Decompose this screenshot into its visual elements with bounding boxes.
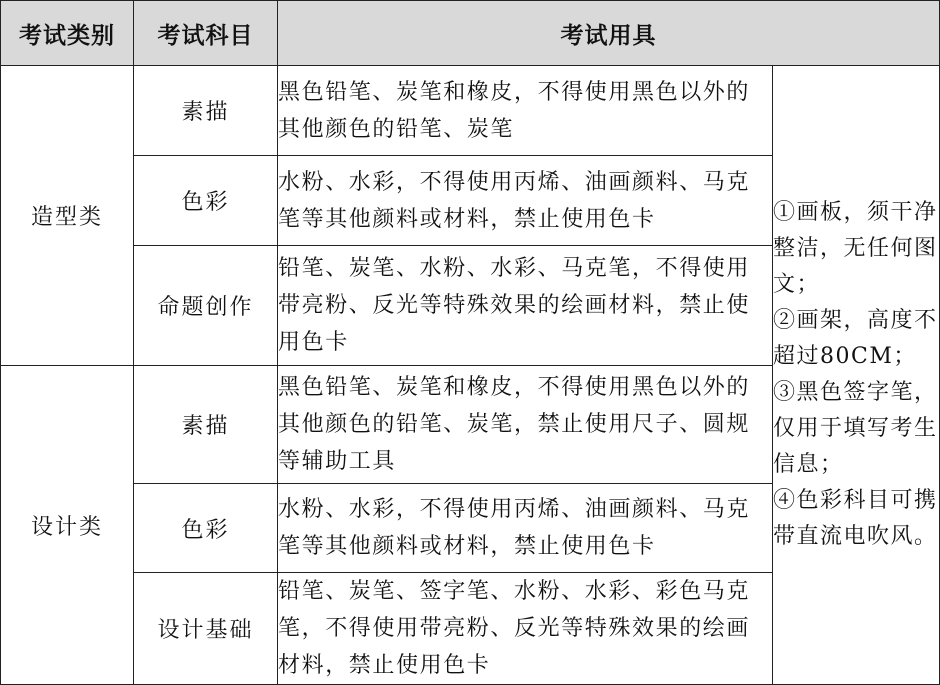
subject-cell: 素描 [134,366,278,484]
subject-cell: 色彩 [134,156,278,246]
note-item: ④色彩科目可携带直流电吹风。 [773,488,938,549]
tools-cell: 黑色铅笔、炭笔和橡皮，不得使用黑色以外的其他颜色的铅笔、炭笔，禁止使用尺子、圆规等辅助工具 [278,366,773,484]
tools-cell: 黑色铅笔、炭笔和橡皮，不得使用黑色以外的其他颜色的铅笔、炭笔 [278,66,773,156]
header-category: 考试类别 [1,1,134,66]
note-item: ①画板，须干净整洁，无任何图文； [773,200,938,297]
tools-cell: 铅笔、炭笔、水粉、水彩、马克笔，不得使用带亮粉、反光等特殊效果的绘画材料，禁止使用色卡 [278,246,773,366]
header-row [1,1,940,66]
note-item: ③黑色签字笔，仅用于填写考生信息； [773,380,938,477]
header-subject: 考试科目 [134,1,278,66]
tools-cell: 铅笔、炭笔、签字笔、水粉、水彩、彩色马克笔，不得使用带亮粉、反光等特殊效果的绘画材料，禁止使用色卡 [278,573,773,685]
category-cell: 设计类 [1,366,134,685]
subject-cell: 设计基础 [134,573,278,685]
tools-cell: 水粉、水彩，不得使用丙烯、油画颜料、马克笔等其他颜料或材料，禁止使用色卡 [278,156,773,246]
tools-cell: 水粉、水彩，不得使用丙烯、油画颜料、马克笔等其他颜料或材料，禁止使用色卡 [278,484,773,573]
common-notes-cell [773,66,940,685]
table-row [1,66,940,156]
category-cell: 造型类 [1,66,134,366]
header-tools: 考试用具 [278,1,940,66]
subject-cell: 素描 [134,66,278,156]
subject-cell: 命题创作 [134,246,278,366]
subject-cell: 色彩 [134,484,278,573]
note-item: ②画架，高度不超过80CM； [773,308,938,369]
